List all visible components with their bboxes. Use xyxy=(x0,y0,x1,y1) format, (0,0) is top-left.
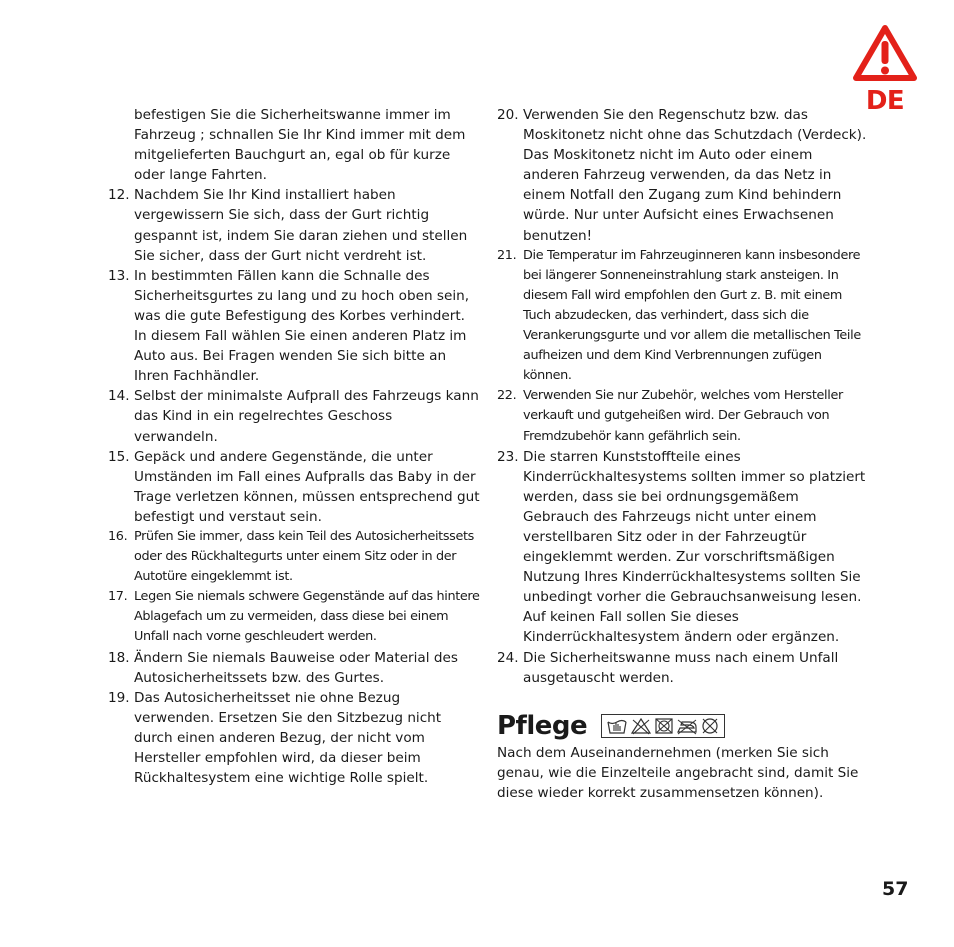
list-item xyxy=(497,105,869,246)
item-text: Selbst der minimalste Aufprall des Fahrzeugs kann das Kind in ein regelrechtes Geschoss verwandeln. xyxy=(134,388,479,445)
item-number: 22. xyxy=(497,388,517,404)
list-item xyxy=(108,266,480,387)
do-not-dry-clean-icon xyxy=(700,717,720,735)
list-item xyxy=(108,386,480,446)
safety-list-left xyxy=(108,185,480,788)
list-item xyxy=(497,648,869,688)
continuation-paragraph: befestigen Sie die Sicherheitswanne immer im Fahrzeug ; schnallen Sie Ihr Kind immer mit dem mitgelieferten Bauchgurt an, egal ob für kurze oder lange Fahrten. xyxy=(134,107,466,184)
do-not-tumble-dry-icon xyxy=(654,717,674,735)
item-text: Die Temperatur im Fahrzeuginneren kann insbesondere bei längerer Sonneneinstrahlung stark ansteigen. In diesem Fall wird empfohlen den Gurt z. B. mit einem Tuch abzudecken, das verhindert, dass sich die Verankerungsgurte und vor allem die metallischen Teile aufheizen und dem Kind Verbrennungen zufügen können. xyxy=(523,247,861,384)
list-item xyxy=(108,587,480,647)
item-text: In bestimmten Fällen kann die Schnalle des Sicherheitsgurtes zu lang und zu hoch oben sein, was die gute Befestigung des Korbes verhindert. In diesem Fall wählen Sie einen anderen Platz im Auto aus. Bei Fragen wenden Sie sich bitte an Ihren Fachhändler. xyxy=(134,267,470,385)
item-text: Verwenden Sie den Regenschutz bzw. das Moskitonetz nicht ohne das Schutzdach (Verdeck). Das Moskitonetz nicht im Auto oder einem anderen Fahrzeug verwenden, da das Netz in einem Notfall den Zugang zum Kind behindern würde. Nur unter Aufsicht eines Erwachsenen benutzen! xyxy=(523,107,867,244)
item-number: 18. xyxy=(108,649,130,666)
item-number: 14. xyxy=(108,388,130,405)
item-text: Legen Sie niemals schwere Gegenstände auf das hintere Ablagefach um zu vermeiden, dass diese bei einem Unfall nach vorne geschleudert werden. xyxy=(134,589,480,645)
iron-low-icon xyxy=(676,717,698,735)
language-badge xyxy=(852,24,918,114)
item-number: 20. xyxy=(497,107,519,123)
list-item xyxy=(108,648,480,688)
item-number: 13. xyxy=(108,267,130,284)
list-item xyxy=(497,386,869,446)
list-item xyxy=(108,185,480,265)
item-text: Gepäck und andere Gegenstände, die unter Umständen im Fall eines Aufpralls das Baby in der Trage verletzen können, müssen entsprechend gut befestigt und verstaut sein. xyxy=(134,448,480,525)
item-number: 19. xyxy=(108,689,130,706)
care-instructions: Nach dem Auseinandernehmen (merken Sie sich genau, wie die Einzelteile angebracht sind, damit Sie diese wieder korrekt zusammensetzen können). xyxy=(497,744,859,801)
item-text: Das Autosicherheitsset nie ohne Bezug verwenden. Ersetzen Sie den Sitzbezug nicht durch einen anderen Bezug, der nicht vom Hersteller empfohlen wird, da dieser beim Rückhaltesystem eine wichtige Rolle spielt. xyxy=(134,689,442,787)
item-text: Ändern Sie niemals Bauweise oder Material des Autosicherheitssets bzw. des Gurtes. xyxy=(134,649,458,686)
care-title: Pflege xyxy=(497,710,588,741)
care-symbols xyxy=(601,714,725,738)
list-item xyxy=(108,527,480,587)
warning-triangle-icon xyxy=(852,24,918,82)
item-text: Die Sicherheitswanne muss nach einem Unfall ausgetauscht werden. xyxy=(523,649,839,686)
item-number: 24. xyxy=(497,649,519,666)
item-number: 15. xyxy=(108,448,130,465)
language-code: DE xyxy=(865,86,905,116)
right-column xyxy=(497,105,869,803)
item-text: Die starren Kunststoffteile eines Kinderrückhaltesystems sollten immer so platziert werden, dass sie bei ordnungsgemäßem Gebrauch des Fahrzeugs nicht unter einem verstellbaren Sitz oder in der Fahrzeugtür eingeklemmt werden. Zur vorschriftsmäßigen Nutzung Ihres Kinderrückhaltesystems sollten Sie unbedingt vorher die Gebrauchsanweisung lesen. Auf keinen Fall sollen Sie dieses Kinderrückhaltesystem ändern oder ergänzen. xyxy=(523,448,866,646)
list-item xyxy=(497,246,869,387)
item-number: 23. xyxy=(497,448,519,465)
left-column xyxy=(108,105,480,788)
do-not-bleach-icon xyxy=(630,717,652,735)
list-item xyxy=(497,447,869,648)
item-number: 12. xyxy=(108,187,130,204)
list-item xyxy=(108,688,480,788)
item-text: Nachdem Sie Ihr Kind installiert haben vergewissern Sie sich, dass der Gurt richtig gespannt ist, indem Sie daran ziehen und stellen Sie sicher, dass der Gurt nicht verdreht ist. xyxy=(134,187,468,264)
item-number: 16. xyxy=(108,528,128,544)
item-number: 17. xyxy=(108,589,128,605)
page-number: 57 xyxy=(882,878,909,900)
safety-list-right xyxy=(497,105,869,688)
care-heading-row xyxy=(497,709,869,743)
item-text: Prüfen Sie immer, dass kein Teil des Autosicherheitssets oder des Rückhaltegurts unter einem Sitz oder in der Autotüre eingeklemmt ist. xyxy=(134,528,474,585)
item-number: 21. xyxy=(497,247,517,263)
item-text: Verwenden Sie nur Zubehör, welches vom Hersteller verkauft und gutgeheißen wird. Der Gebrauch von Fremdzubehör kann gefährlich sein. xyxy=(523,388,843,444)
care-section xyxy=(497,709,869,803)
hand-wash-icon xyxy=(606,717,628,735)
list-item xyxy=(108,447,480,527)
